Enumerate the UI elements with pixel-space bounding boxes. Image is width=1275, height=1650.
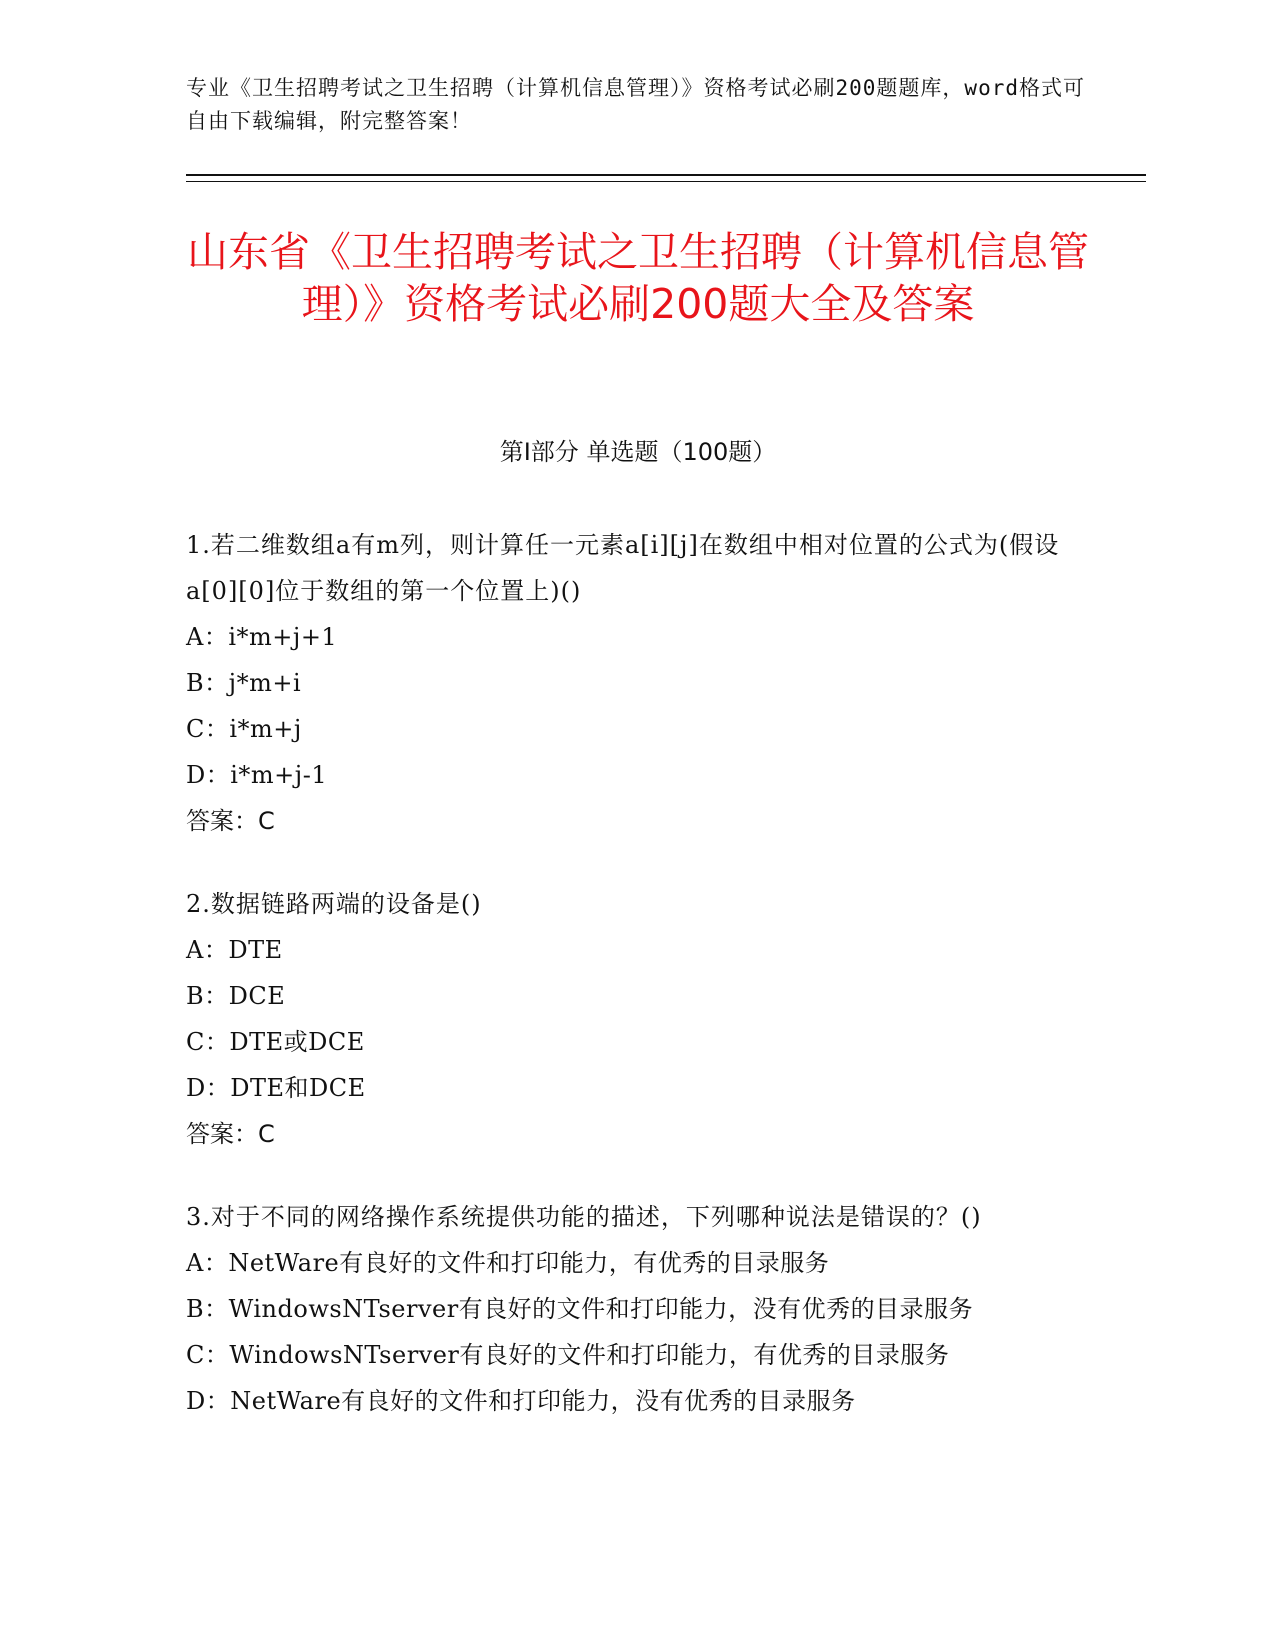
option-a: A：NetWare有良好的文件和打印能力，有优秀的目录服务 <box>186 1249 830 1277</box>
document-title: 山东省《卫生招聘考试之卫生招聘（计算机信息管理）》资格考试必刷200题大全及答案 <box>187 228 1089 328</box>
option-b: B：WindowsNTserver有良好的文件和打印能力，没有优秀的目录服务 <box>186 1295 974 1323</box>
question-stem: 3.对于不同的网络操作系统提供功能的描述，下列哪种说法是错误的？() <box>186 1203 982 1231</box>
option-c: C：i*m+j <box>186 715 302 743</box>
option-c: C：DTE或DCE <box>186 1028 365 1056</box>
question-stem: 1.若二维数组a有m列，则计算任一元素a[i][j]在数组中相对位置的公式为(假设a[0][0]位于数组的第一个位置上)() <box>186 531 1060 605</box>
option-a: A：i*m+j+1 <box>186 623 338 651</box>
header-rule-thick <box>186 174 1146 176</box>
header-note: 专业《卫生招聘考试之卫生招聘（计算机信息管理）》资格考试必刷200题题库，word格式可自由下载编辑，附完整答案！ <box>186 76 1085 133</box>
question-list <box>186 522 1086 1461</box>
answer: 答案：C <box>186 1120 275 1148</box>
option-b: B：DCE <box>186 982 286 1010</box>
option-b: B：j*m+i <box>186 669 302 697</box>
question-2 <box>186 881 1086 1157</box>
section-title: 第Ⅰ部分 单选题（100题） <box>499 438 777 466</box>
option-d: D：DTE和DCE <box>186 1074 366 1102</box>
answer: 答案：C <box>186 807 275 835</box>
option-d: D：i*m+j-1 <box>186 761 328 789</box>
question-stem: 2.数据链路两端的设备是() <box>186 890 482 918</box>
option-d: D：NetWare有良好的文件和打印能力，没有优秀的目录服务 <box>186 1387 856 1415</box>
question-3 <box>186 1194 1086 1424</box>
header-rule-thin <box>186 181 1146 182</box>
option-a: A：DTE <box>186 936 283 964</box>
question-1 <box>186 522 1086 844</box>
option-c: C：WindowsNTserver有良好的文件和打印能力，有优秀的目录服务 <box>186 1341 950 1369</box>
